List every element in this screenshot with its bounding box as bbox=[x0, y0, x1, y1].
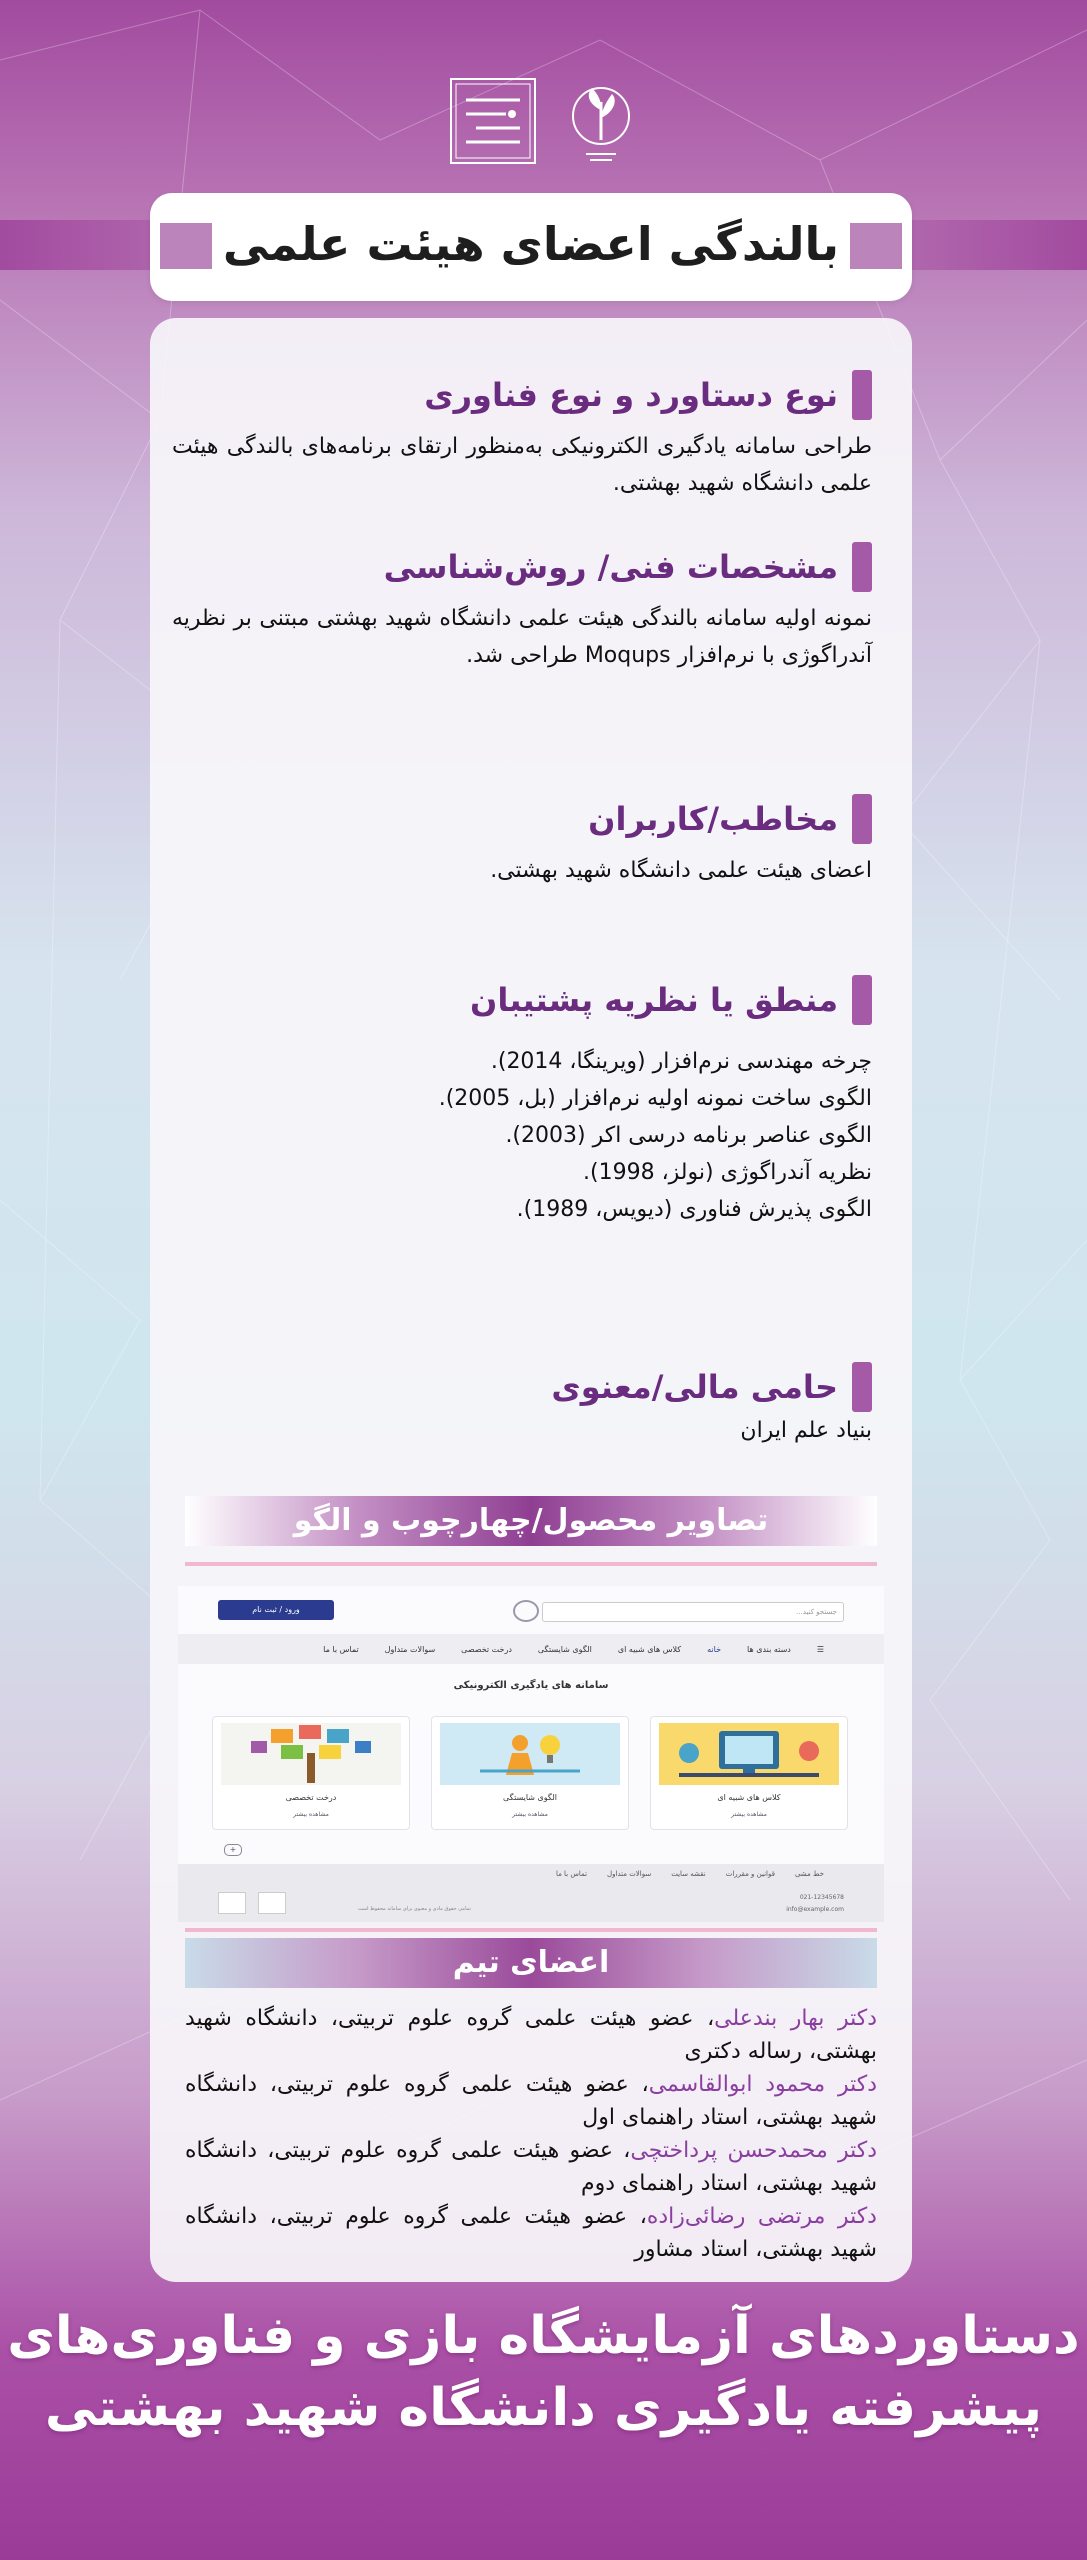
mock-search-input: جستجو کنید... bbox=[542, 1602, 844, 1622]
heading-marker bbox=[852, 1362, 872, 1412]
mock-nav-item: درخت تخصصی bbox=[461, 1644, 512, 1654]
mock-navbar bbox=[178, 1634, 884, 1664]
mock-card bbox=[650, 1716, 848, 1830]
mock-login-button: ورود / ثبت نام bbox=[218, 1600, 334, 1620]
mock-footer-email: info@example.com bbox=[786, 1906, 844, 1913]
content-card bbox=[150, 318, 912, 2282]
footer-title-line: دستاوردهای آزمایشگاه بازی و فناوری‌های bbox=[7, 2306, 1080, 2366]
heading-marker bbox=[852, 975, 872, 1025]
mock-card bbox=[431, 1716, 629, 1830]
section-body: نمونه اولیه سامانه بالندگی هیئت علمی دانشگاه شهید بهشتی مبتنی بر نظریه آندراگوژی با نرم‌افزار Moqups طراحی شد. bbox=[172, 606, 872, 668]
mock-nav-item: کلاس های شبیه ای bbox=[617, 1644, 682, 1654]
footer-title bbox=[0, 2300, 1087, 2444]
page-title: بالندگی اعضای هیئت علمی bbox=[222, 217, 840, 271]
mock-footer-nav: خط مشی قوانین و مقررات نقشه سایت سوالات متداول تماس با ما bbox=[555, 1870, 824, 1878]
team-member: دکتر محمود ابوالقاسمی، عضو هیئت علمی گروه علوم تربیتی، دانشگاه شهید بهشتی، استاد راهنمای اول bbox=[185, 2072, 877, 2130]
university-logo-icon bbox=[450, 78, 536, 164]
mock-title: سامانه های یادگیری الکترونیکی bbox=[453, 1680, 609, 1691]
lab-logo-icon bbox=[568, 80, 634, 166]
mock-topbar bbox=[178, 1586, 884, 1634]
team-member: دکتر محمدحسن پرداختچی، عضو هیئت علمی گروه علوم تربیتی، دانشگاه شهید بهشتی، استاد راهنمای دوم bbox=[185, 2138, 877, 2196]
mock-footer-copyright: تمامی حقوق مادی و معنوی برای سامانه محفوظ است bbox=[358, 1906, 471, 1912]
mock-card-label: کلاس های شبیه ای bbox=[717, 1793, 781, 1802]
mock-card-label: الگوی شایستگی bbox=[502, 1793, 558, 1802]
mock-card bbox=[212, 1716, 410, 1830]
mock-chat-icon bbox=[513, 1600, 539, 1622]
section-theory bbox=[172, 975, 872, 1228]
mock-nav-item: تماس با ما bbox=[323, 1644, 359, 1654]
divider bbox=[185, 1928, 877, 1932]
team-member: دکتر بهار بندعلی، عضو هیئت علمی گروه علوم تربیتی، دانشگاه شهید بهشتی، رساله دکتری bbox=[185, 2006, 877, 2064]
mock-nav-item: سوالات متداول bbox=[384, 1644, 436, 1654]
section-heading: نوع دستاورد و نوع فناوری bbox=[172, 370, 872, 420]
images-header: تصاویر محصول/چهارچوب و الگو bbox=[185, 1496, 877, 1546]
heading-marker bbox=[852, 370, 872, 420]
mock-badge-icon bbox=[218, 1892, 246, 1914]
section-heading: منطق یا نظریه پشتیبان bbox=[172, 975, 872, 1025]
team-header: اعضای تیم bbox=[185, 1938, 877, 1988]
competency-illustration-icon bbox=[440, 1723, 620, 1785]
section-sponsor bbox=[172, 1362, 872, 1449]
mock-badge-icon bbox=[258, 1892, 286, 1914]
theory-line: نظریه آندراگوژی (نولز، 1998). bbox=[583, 1160, 872, 1185]
section-methodology bbox=[172, 542, 872, 674]
section-audience bbox=[172, 794, 872, 889]
team-member: دکتر مرتضی رضائی‌زاده، عضو هیئت علمی گروه علوم تربیتی، دانشگاه شهید بهشتی، استاد مشاور bbox=[185, 2204, 877, 2262]
mock-card-label: درخت تخصصی bbox=[285, 1793, 337, 1802]
heading-marker bbox=[852, 542, 872, 592]
section-achievement-type bbox=[172, 370, 872, 502]
title-box bbox=[150, 193, 912, 301]
mock-nav-item: الگوی شایستگی bbox=[537, 1644, 592, 1654]
mock-category: دسته بندی ها bbox=[747, 1644, 791, 1654]
team-list bbox=[185, 2002, 877, 2266]
mock-menu-icon: ☰ bbox=[816, 1644, 824, 1654]
product-screenshot bbox=[178, 1586, 884, 1922]
classroom-illustration-icon bbox=[659, 1723, 839, 1785]
section-body: بنیاد علم ایران bbox=[740, 1418, 872, 1443]
mock-nav-item: خانه bbox=[707, 1644, 722, 1654]
footer-title-line: پیشرفته یادگیری دانشگاه شهید بهشتی bbox=[44, 2378, 1043, 2438]
heading-marker bbox=[852, 794, 872, 844]
section-heading: مخاطب/کاربران bbox=[172, 794, 872, 844]
theory-line: الگوی عناصر برنامه درسی اکر (2003). bbox=[505, 1123, 872, 1148]
theory-line: الگوی ساخت نمونه اولیه نرم‌افزار (بل، 2005). bbox=[438, 1086, 872, 1111]
section-body: اعضای هیئت علمی دانشگاه شهید بهشتی. bbox=[490, 858, 872, 883]
logos-header bbox=[0, 70, 1087, 170]
mock-card-link: مشاهده بیشتر bbox=[731, 1811, 767, 1818]
mock-footer-phone: 021-12345678 bbox=[799, 1894, 844, 1901]
mock-footer bbox=[178, 1864, 884, 1922]
section-heading: مشخصات فنی/ روش‌شناسی bbox=[172, 542, 872, 592]
section-heading: حامی مالی/معنوی bbox=[172, 1362, 872, 1412]
tree-illustration-icon bbox=[221, 1723, 401, 1785]
theory-line: الگوی پذیرش فناوری (دیویس، 1989). bbox=[516, 1197, 872, 1222]
theory-line: چرخه مهندسی نرم‌افزار (ویرینگا، 2014). bbox=[490, 1049, 872, 1074]
divider bbox=[185, 1562, 877, 1566]
mock-card-link: مشاهده بیشتر bbox=[293, 1811, 329, 1818]
mock-card-link: مشاهده بیشتر bbox=[512, 1811, 548, 1818]
mock-plus-icon: + bbox=[224, 1844, 242, 1856]
section-body: طراحی سامانه یادگیری الکترونیکی به‌منظور ارتقای برنامه‌های بالندگی هیئت علمی دانشگاه شهید بهشتی. bbox=[172, 434, 872, 496]
